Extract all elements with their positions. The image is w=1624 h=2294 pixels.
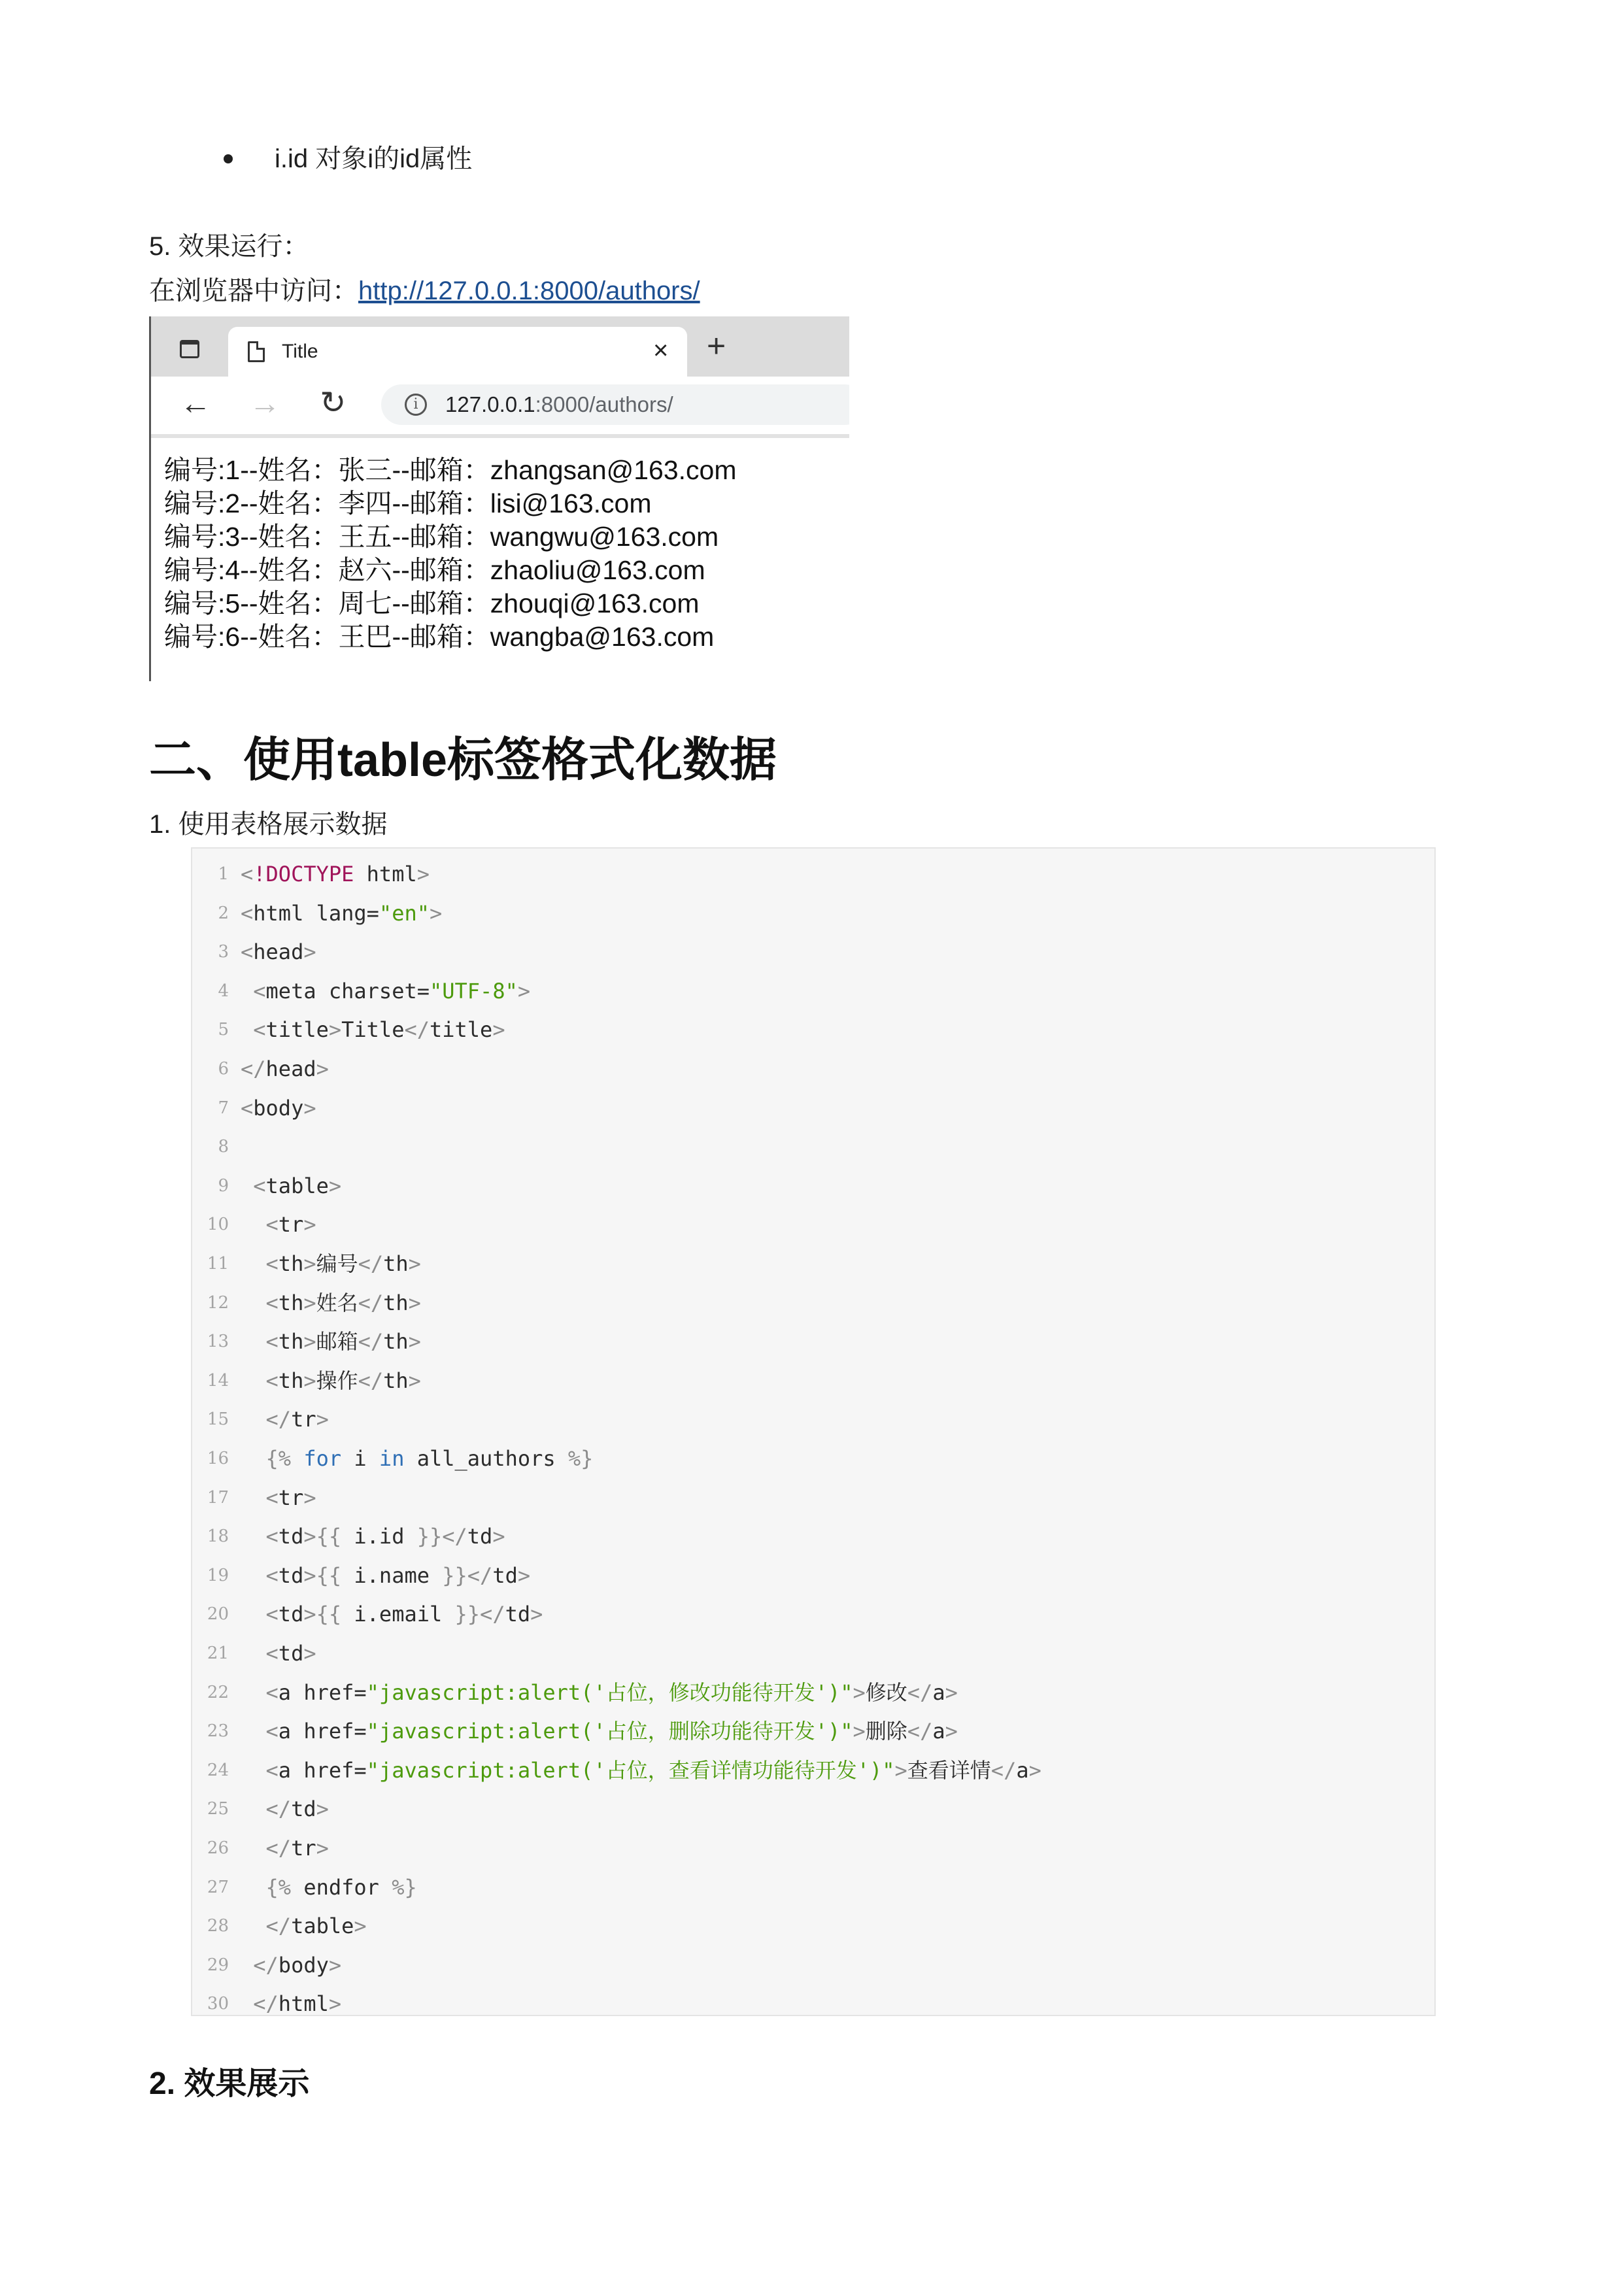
code-text: </table> <box>265 1914 367 1939</box>
line-number: 18 <box>207 1527 229 1547</box>
code-line <box>192 1907 1434 1946</box>
line-number: 3 <box>218 942 229 962</box>
code-line <box>192 1440 1434 1479</box>
browser-screenshot <box>149 316 849 681</box>
code-line <box>192 1517 1434 1557</box>
info-icon[interactable]: i <box>405 394 427 416</box>
step-5-label: 5. 效果运行： <box>149 232 309 261</box>
address-bar[interactable] <box>381 384 849 425</box>
line-number: 6 <box>218 1059 229 1079</box>
line-number: 14 <box>207 1370 229 1391</box>
code-text: <body> <box>241 1095 316 1121</box>
line-number: 15 <box>207 1409 229 1430</box>
code-text: {% endfor %} <box>265 1874 417 1900</box>
code-block <box>191 847 1436 2016</box>
line-number: 10 <box>207 1215 229 1235</box>
url-host: 127.0.0.1 <box>445 392 535 416</box>
line-number: 21 <box>207 1644 229 1663</box>
url-path: :8000/authors/ <box>535 392 673 416</box>
code-text: </head> <box>241 1056 329 1081</box>
page-icon <box>248 341 265 362</box>
line-number: 24 <box>207 1760 229 1780</box>
close-icon[interactable]: × <box>653 336 669 365</box>
line-number: 28 <box>207 1916 229 1936</box>
code-line <box>192 1245 1434 1284</box>
code-text: </tr> <box>265 1836 329 1861</box>
code-text: <th>操作</th> <box>265 1368 421 1393</box>
code-line <box>192 1751 1434 1791</box>
visit-instruction <box>149 275 700 307</box>
line-number: 19 <box>207 1565 229 1585</box>
code-line <box>192 1284 1434 1323</box>
new-tab-icon[interactable]: + <box>707 328 726 364</box>
bullet-point <box>224 154 233 163</box>
browser-tab[interactable] <box>228 327 687 377</box>
code-text: <td> <box>265 1641 316 1666</box>
code-text: <td>{{ i.name }}</td> <box>265 1562 531 1588</box>
code-line <box>192 1050 1434 1089</box>
code-line <box>192 855 1434 894</box>
line-number: 12 <box>207 1292 229 1313</box>
bullet-text: i.id 对象i的id属性 <box>275 144 473 173</box>
line-number: 9 <box>218 1175 229 1196</box>
line-number: 7 <box>218 1098 229 1118</box>
code-line <box>192 1400 1434 1440</box>
line-number: 22 <box>207 1682 229 1702</box>
author-line: 编号:4--姓名：赵六--邮箱：zhaoliu@163.com <box>164 555 705 585</box>
back-arrow-icon[interactable]: ← <box>180 386 211 421</box>
line-number: 26 <box>207 1838 229 1858</box>
address-url[interactable] <box>445 392 673 417</box>
line-number: 27 <box>207 1877 229 1897</box>
code-line <box>192 1557 1434 1596</box>
author-line: 编号:5--姓名：周七--邮箱：zhouqi@163.com <box>164 588 700 618</box>
author-line: 编号:3--姓名：王五--邮箱：wangwu@163.com <box>164 522 719 552</box>
code-line <box>192 972 1434 1011</box>
code-text: </tr> <box>265 1407 329 1432</box>
tab-title: Title <box>282 341 318 362</box>
authors-url-link[interactable]: http://127.0.0.1:8000/authors/ <box>358 277 700 305</box>
code-line <box>192 1206 1434 1245</box>
line-number: 13 <box>207 1332 229 1352</box>
author-listing <box>164 454 737 654</box>
code-text: {% for i in all_authors %} <box>265 1446 594 1471</box>
line-number: 5 <box>218 1020 229 1040</box>
code-text: <td>{{ i.id }}</td> <box>265 1524 505 1549</box>
author-line: 编号:6--姓名：王巴--邮箱：wangba@163.com <box>164 622 715 652</box>
code-line <box>192 1167 1434 1206</box>
code-text: <a href="javascript:alert('占位，查看详情功能待开发')">查看详情</a> <box>265 1757 1041 1783</box>
code-text: </body> <box>253 1952 342 1978</box>
code-line <box>192 1634 1434 1674</box>
code-line <box>192 1323 1434 1362</box>
line-number: 4 <box>218 981 229 1001</box>
code-line <box>192 1011 1434 1050</box>
code-line <box>192 1089 1434 1128</box>
code-text: <tr> <box>265 1485 316 1510</box>
browser-tab-bar <box>151 316 849 377</box>
code-text: </html> <box>253 1991 342 2017</box>
line-number: 8 <box>218 1137 229 1157</box>
tab-actions-icon[interactable] <box>180 340 199 358</box>
section-heading: 二、使用table标签格式化数据 <box>149 734 777 786</box>
author-line: 编号:1--姓名：张三--邮箱：zhangsan@163.com <box>164 455 737 485</box>
code-line <box>192 1829 1434 1868</box>
author-line: 编号:2--姓名：李四--邮箱：lisi@163.com <box>164 488 652 518</box>
line-number: 11 <box>207 1254 229 1274</box>
reload-icon[interactable]: ↻ <box>320 386 347 420</box>
code-line <box>192 1712 1434 1751</box>
code-line <box>192 1595 1434 1634</box>
code-text: <tr> <box>265 1212 316 1238</box>
line-number: 17 <box>207 1487 229 1508</box>
line-number: 25 <box>207 1799 229 1819</box>
code-text: <th>编号</th> <box>265 1251 421 1276</box>
code-line <box>192 1674 1434 1713</box>
code-text: </td> <box>265 1796 329 1822</box>
subheading-1: 1. 使用表格展示数据 <box>149 810 388 839</box>
forward-arrow-icon[interactable]: → <box>249 386 280 421</box>
code-text: <th>姓名</th> <box>265 1290 421 1315</box>
code-text: <title>Title</title> <box>253 1017 505 1043</box>
code-line <box>192 1790 1434 1829</box>
code-text: <td>{{ i.email }}</td> <box>265 1602 543 1627</box>
browser-nav-bar <box>151 377 849 438</box>
line-number: 20 <box>207 1604 229 1625</box>
visit-prefix: 在浏览器中访问： <box>149 277 358 305</box>
code-line <box>192 1362 1434 1401</box>
code-line <box>192 1946 1434 1985</box>
code-text: <meta charset="UTF-8"> <box>253 978 531 1004</box>
code-text: <!DOCTYPE html> <box>241 862 430 886</box>
code-text: <html lang="en"> <box>241 900 443 926</box>
code-line <box>192 1128 1434 1167</box>
code-text: <table> <box>253 1173 342 1198</box>
code-text: <a href="javascript:alert('占位，修改功能待开发')">修改</a> <box>265 1679 958 1705</box>
subheading-2: 2. 效果展示 <box>149 2066 310 2101</box>
line-number: 16 <box>207 1449 229 1468</box>
line-number: 23 <box>207 1721 229 1742</box>
code-text: <head> <box>241 939 316 965</box>
code-line <box>192 1479 1434 1518</box>
line-number: 30 <box>207 1994 229 2014</box>
code-text: <a href="javascript:alert('占位，删除功能待开发')">删除</a> <box>265 1719 958 1744</box>
code-text: <th>邮箱</th> <box>265 1329 421 1355</box>
code-line <box>192 1868 1434 1908</box>
line-number: 29 <box>207 1955 229 1975</box>
code-line <box>192 933 1434 972</box>
code-line <box>192 894 1434 934</box>
line-number: 1 <box>218 864 229 884</box>
line-number: 2 <box>218 903 229 923</box>
code-line <box>192 1985 1434 2024</box>
